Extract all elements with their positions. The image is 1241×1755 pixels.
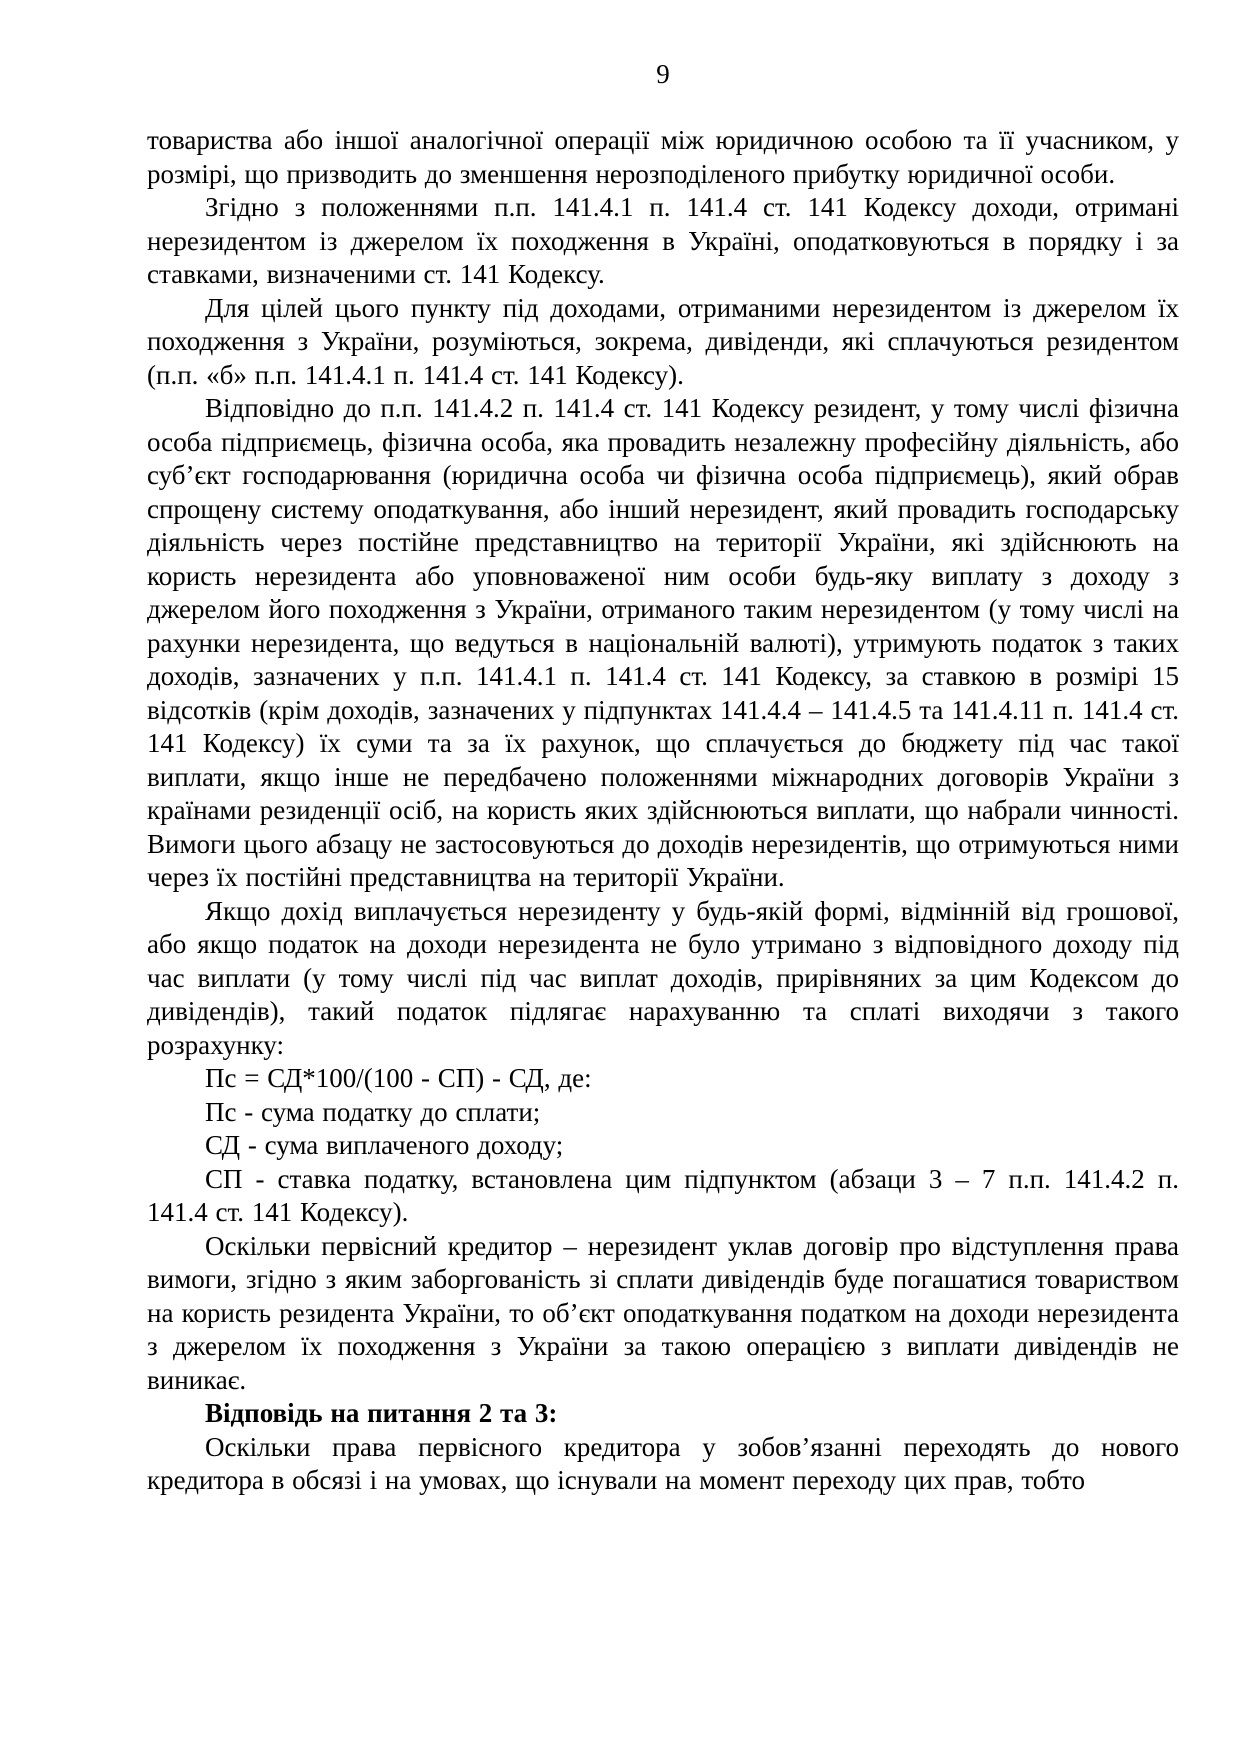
paragraph-non-monetary-income-tax: Якщо дохід виплачується нерезиденту у будь-якій формі, відмінній від грошової, або якщо податок на доходи нерезидента не було утримано з відповідного доходу під час виплати (у тому числі під час виплат доходів, прирівняних за цим Кодексом до дивідендів), такий податок підлягає нарахуванню та сплаті виходячи з такого розрахунку: (147, 895, 1179, 1060)
formula-tax-calculation: Пс = СД*100/(100 - СП) - СД, де: (205, 1063, 592, 1093)
formula-definition-ps: Пс - сума податку до сплати; (205, 1096, 541, 1127)
formula-definition-sp: СП - ставка податку, встановлена цим підпунктом (абзаци 3 – 7 п.п. 141.4.2 п. 141.4 ст. 141 Кодексу). (147, 1163, 1179, 1227)
paragraph-profit-decrease-continuation: товариства або іншої аналогічної операції між юридичною особою та її учасником, у розмірі, що призводить до зменшення нерозподіленого прибутку юридичної особи. (147, 125, 1179, 189)
formula-definition-sd: СД - сума виплаченого доходу; (205, 1130, 564, 1160)
paragraph-original-creditor-conclusion: Оскільки первісний кредитор – нерезидент уклав договір про відступлення права вимоги, згідно з яким заборгованість зі сплати дивідендів буде погашатися товариством на користь резидента України, то об’єкт оподаткування податком на доходи нерезидента з джерелом їх походження з України за такою операцією з виплати дивідендів не виникає. (147, 1230, 1179, 1395)
paragraph-code-141-4-1-provisions: Згідно з положеннями п.п. 141.4.1 п. 141.4 ст. 141 Кодексу доходи, отримані нерезидентом із джерелом їх походження в Україні, оподатковуються в порядку і за ставками, визначеними ст. 141 Кодексу. (147, 192, 1179, 289)
paragraph-creditor-rights-transfer: Оскільки права первісного кредитора у зобов’язанні переходять до нового кредитора в обсязі і на умовах, що існували на момент переходу цих прав, тобто (147, 1431, 1179, 1495)
paragraph-resident-withholding-rules: Відповідно до п.п. 141.4.2 п. 141.4 ст. 141 Кодексу резидент, у тому числі фізична особа підприємець, фізична особа, яка провадить незалежну професійну діяльність, або суб’єкт господарювання (юридична особа чи фізична особа підприємець), який обрав спрощену систему оподаткування, або інший нерезидент, який провадить господарську діяльність через постійне представництво на території України, які здійснюють на користь нерезидента або уповноваженої ним особи будь-яку виплату з доходу з джерелом його походження з України, отриманого таким нерезидентом (у тому числі на рахунки нерезидента, що ведуться в національній валюті), утримують податок з таких доходів, зазначених у п.п. 141.4.1 п. 141.4 ст. 141 Кодексу, за ставкою в розмірі 15 відсотків (крім доходів, зазначених у підпунктах 141.4.4 – 141.4.5 та 141.4.11 п. 141.4 ст. 141 Кодексу) їх суми та за їх рахунок, що сплачується до бюджету під час такої виплати, якщо інше не передбачено положеннями міжнародних договорів України з країнами резиденції осіб, на користь яких здійснюються виплати, що набрали чинності. Вимоги цього абзацу не застосовуються до доходів нерезидентів, що отримуються ними через їх постійні представництва на території України. (147, 393, 1179, 892)
answer-heading-questions-2-3: Відповідь на питання 2 та 3: (205, 1398, 558, 1428)
page-number: 9 (656, 59, 670, 89)
paragraph-dividends-definition: Для цілей цього пункту під доходами, отриманими нерезидентом із джерелом їх походження з України, розуміються, зокрема, дивіденди, які сплачуються резидентом (п.п. «б» п.п. 141.4.1 п. 141.4 ст. 141 Кодексу). (147, 292, 1179, 390)
